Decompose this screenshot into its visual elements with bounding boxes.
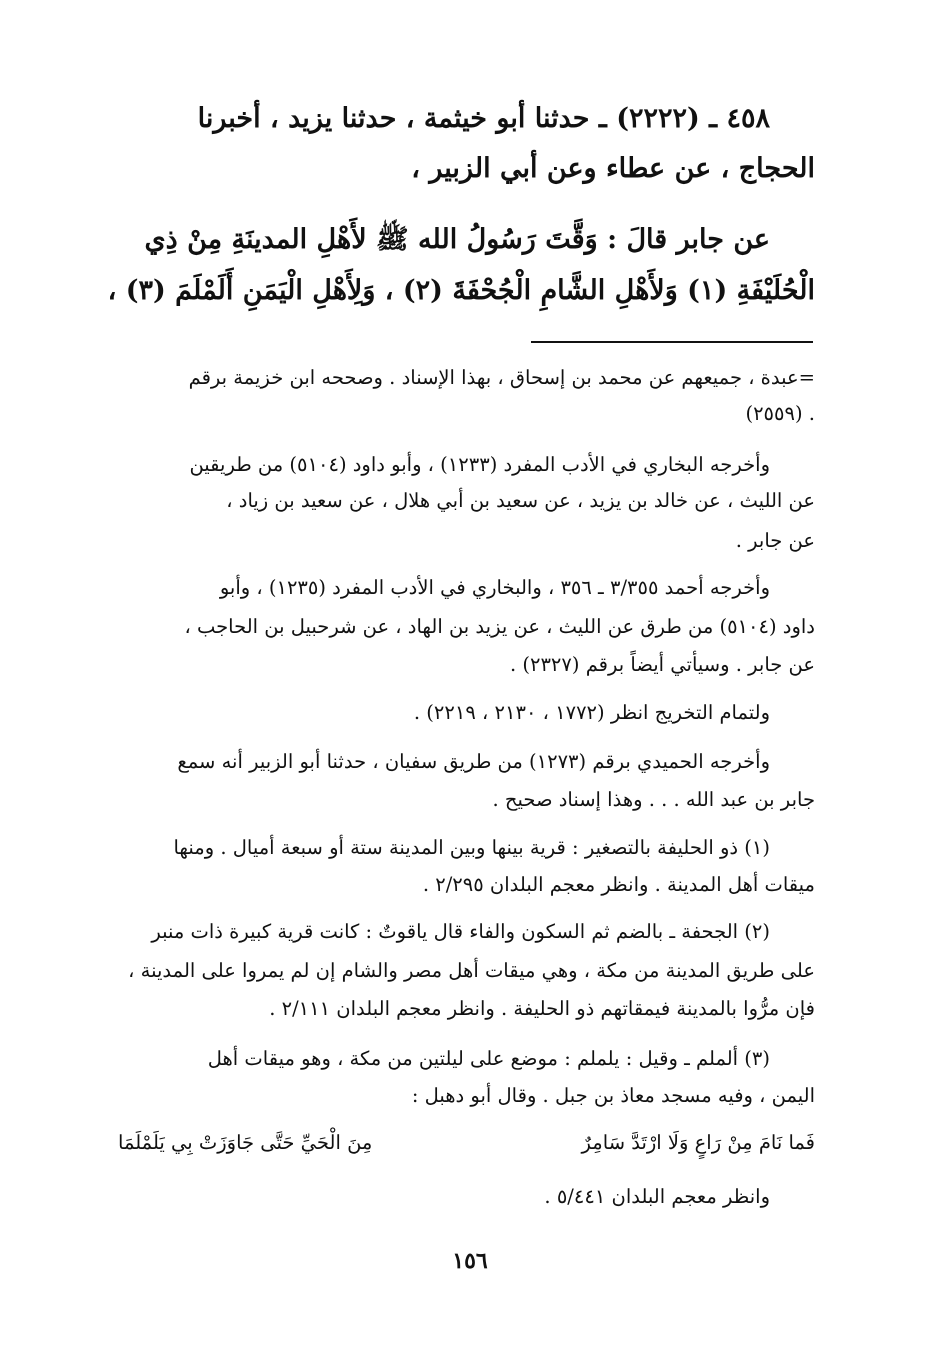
footnote-line: وأخرجه أحمد ٣/٣٥٥ ـ ٣٥٦ ، والبخاري في الأدب المفرد (١٢٣٥) ، وأبو [219,576,770,599]
verse-second-hemistich: مِنَ الْحَيِّ حَتَّى جَاوَزَتْ بِي يَلَمْلَمَا [118,1131,373,1154]
footnote-line: ولتمام التخريج انظر (١٧٧٢ ، ٢١٣٠ ، ٢٢١٩) . [413,701,770,724]
page-number: ١٥٦ [452,1248,488,1274]
footnote-line: وانظر معجم البلدان ٥/٤٤١ . [544,1185,770,1208]
footnote-line: عن الليث ، عن خالد بن يزيد ، عن سعيد بن أبي هلال ، عن سعيد بن زياد ، [226,489,815,512]
footnote-line: اليمن ، وفيه مسجد معاذ بن جبل . وقال أبو دهبل : [411,1084,815,1107]
footnote-line: جابر بن عبد الله . . . وهذا إسناد صحيح . [492,788,815,811]
footnote-line: فإن مرُّوا بالمدينة فيمقاتهم ذو الحليفة . وانظر معجم البلدان ٢/١١١ . [269,997,815,1020]
footnote-line: على طريق المدينة من مكة ، وهي ميقات أهل مصر والشام إن لم يمروا على المدينة ، [128,959,815,982]
footnote-line: (٣) ألملم ـ وقيل : يلملم : موضع على ليلتين من مكة ، وهو ميقات أهل [207,1047,770,1070]
verse-first-hemistich: فَما نَامَ مِنْ رَاعٍ وَلَا ارْتَدَّ سَامِرٌ [581,1131,815,1154]
footnote-line: وأخرجه الحميدي برقم (١٢٧٣) من طريق سفيان ، حدثنا أبو الزبير أنه سمع [177,750,770,773]
main-text-line: ٤٥٨ ـ (٢٢٢٢) ـ حدثنا أبو خيثمة ، حدثنا يزيد ، أخبرنا [197,103,770,134]
footnote-line: عن جابر . [735,529,815,552]
footnote-line: (٢) الجحفة ـ بالضم ثم السكون والفاء قال ياقوتٌ : كانت قرية كبيرة ذات منبر [151,920,770,943]
poetry-verse [118,1133,815,1153]
main-text-line: الحجاج ، عن عطاء وعن أبي الزبير ، [411,153,815,184]
footnote-line: عن جابر . وسيأتي أيضاً برقم (٢٣٢٧) . [509,653,815,676]
footnote-line: وأخرجه البخاري في الأدب المفرد (١٢٣٣) ، وأبو داود (٥١٠٤) من طريقين [189,453,770,476]
footnote-line: (١) ذو الحليفة بالتصغير : قرية بينها وبين المدينة ستة أو سبعة أميال . ومنها [173,836,770,859]
footnote-line: (٢٥٥٩) . [745,402,815,425]
main-text-line: الْحُلَيْفَةِ (١) وَلأَهْلِ الشَّامِ الْجُحْفَةَ (٢) ، وَلِأَهْلِ الْيَمَنِ أَلَمْلَمَ (٣) ، [107,275,815,306]
main-text-line: عن جابر قالَ : وَقَّتَ رَسُولُ الله ﷺ لأَهْلِ المدينَةِ مِنْ ذِي [144,224,770,255]
footnote-line: داود (٥١٠٤) من طرق عن الليث ، عن يزيد بن الهاد ، عن شرحبيل بن الحاجب ، [184,615,815,638]
footnote-line: =عبدة ، جميعهم عن محمد بن إسحاق ، بهذا الإسناد . وصححه ابن خزيمة برقم [188,366,815,389]
footnote-separator [531,341,813,343]
footnote-line: ميقات أهل المدينة . وانظر معجم البلدان ٢/٢٩٥ . [422,873,815,896]
